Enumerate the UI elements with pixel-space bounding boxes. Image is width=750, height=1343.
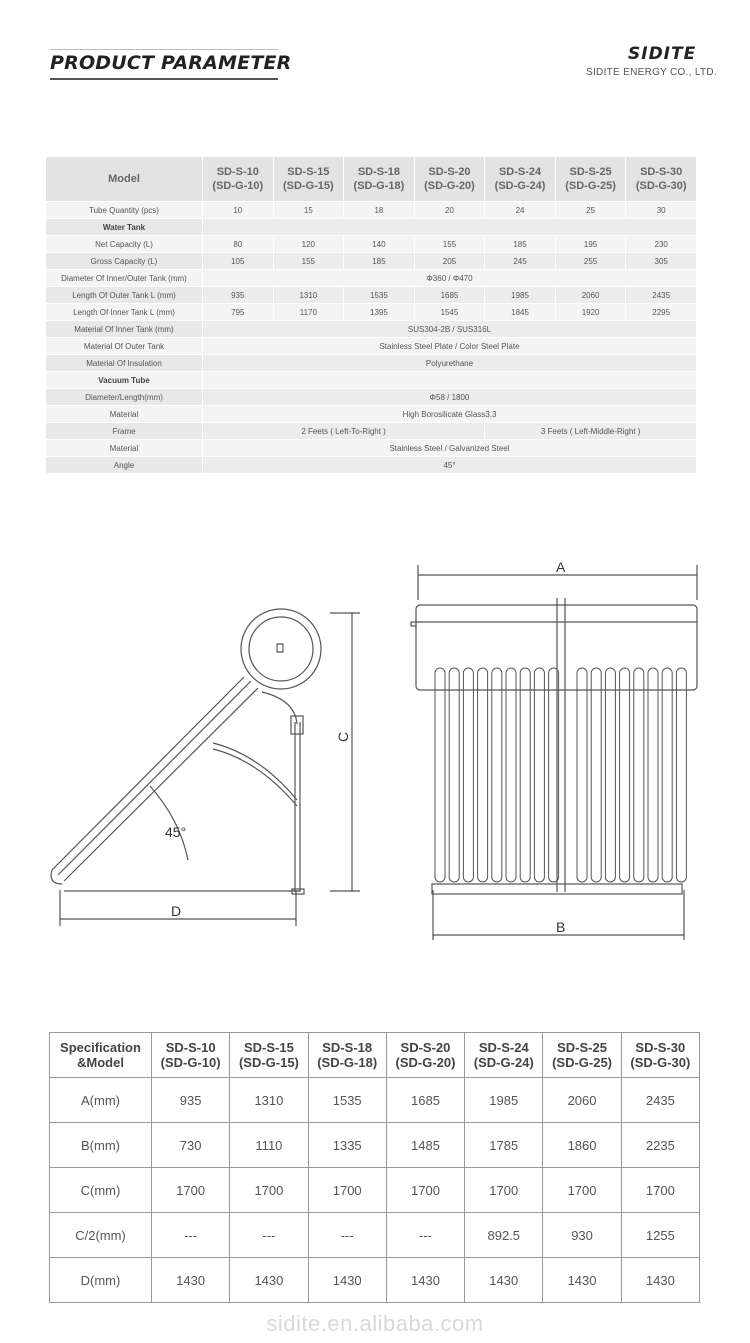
vacuum-tube — [577, 668, 587, 882]
leg-bracket — [291, 716, 303, 734]
spec-value-cell: 1700 — [230, 1168, 308, 1213]
spec-model-cell — [230, 1033, 308, 1078]
table-row — [46, 389, 697, 406]
rear-leg — [262, 692, 300, 892]
spec-row — [50, 1078, 700, 1123]
vacuum-tube — [463, 668, 473, 882]
spanning-value-cell: SUS304-2B / SUS316L — [203, 321, 697, 338]
spec-value-cell: 2060 — [543, 1078, 621, 1123]
value-cell: 935 — [203, 287, 274, 304]
row-label: Material — [46, 406, 203, 423]
value-cell: 1545 — [414, 304, 485, 321]
table-row — [46, 321, 697, 338]
spec-value-cell: 730 — [152, 1123, 230, 1168]
row-label: Tube Quantity (pcs) — [46, 202, 203, 219]
value-cell: 1535 — [344, 287, 415, 304]
spec-value-cell: 2235 — [621, 1123, 699, 1168]
spec-value-cell: --- — [386, 1213, 464, 1258]
model-line: (SD-G-25) — [565, 180, 616, 192]
row-label: Length Of Inner Tank L (mm) — [46, 304, 203, 321]
value-cell: 185 — [485, 236, 556, 253]
spec-model-cell — [621, 1033, 699, 1078]
model-line: SD-S-10 — [216, 166, 259, 178]
model-line: (SD-G-15) — [282, 180, 334, 192]
model-line: (SD-G-24) — [473, 1055, 534, 1070]
vacuum-tube — [662, 668, 672, 882]
row-label: Net Capacity (L) — [46, 236, 203, 253]
value-cell: 18 — [344, 202, 415, 219]
table-row — [46, 270, 697, 287]
vacuum-tube — [478, 668, 488, 882]
value-cell: 24 — [485, 202, 556, 219]
model-line: (SD-G-10) — [212, 180, 264, 192]
value-cell: 255 — [555, 253, 626, 270]
label-d: D — [171, 903, 182, 919]
model-line: &Model — [77, 1055, 124, 1070]
model-line: SD-S-24 — [478, 1040, 529, 1055]
spec-value-cell: 2435 — [621, 1078, 699, 1123]
value-cell: 105 — [203, 253, 274, 270]
table-row — [46, 406, 697, 423]
spec-model-cell — [386, 1033, 464, 1078]
value-cell: 1685 — [414, 287, 485, 304]
spanning-value-cell: Polyurethane — [203, 355, 697, 372]
model-line: SD-S-20 — [400, 1040, 451, 1055]
dimension-spec-table — [49, 1032, 700, 1303]
spec-value-cell: 1700 — [152, 1168, 230, 1213]
value-cell: 1920 — [555, 304, 626, 321]
label-c: C — [335, 731, 351, 742]
support-arc — [213, 749, 297, 806]
model-line: SD-S-24 — [498, 166, 542, 178]
tank-inner-circle — [249, 617, 313, 681]
vacuum-tube — [676, 668, 686, 882]
row-label: Material — [46, 440, 203, 457]
spec-value-cell: 1430 — [308, 1258, 386, 1303]
model-line: SD-S-30 — [635, 1040, 686, 1055]
model-line: Specification — [60, 1040, 141, 1055]
table-row — [46, 457, 697, 474]
vacuum-tube — [648, 668, 658, 882]
value-cell: 1310 — [273, 287, 344, 304]
spec-value-cell: 1700 — [465, 1168, 543, 1213]
spec-value-cell: 1985 — [465, 1078, 543, 1123]
spec-row — [50, 1258, 700, 1303]
value-cell: 1170 — [273, 304, 344, 321]
spec-value-cell: 1785 — [465, 1123, 543, 1168]
table-row — [46, 202, 697, 219]
section-spacer-cell — [203, 219, 697, 236]
section-spacer-cell — [203, 372, 697, 389]
spec-value-cell: 1685 — [386, 1078, 464, 1123]
spec-value-cell: 892.5 — [465, 1213, 543, 1258]
model-line: SD-S-25 — [569, 166, 612, 178]
row-label: Diameter/Length(mm) — [46, 389, 203, 406]
vacuum-tube-group — [435, 668, 686, 882]
spec-model-cell — [308, 1033, 386, 1078]
table-row — [46, 423, 697, 440]
value-cell: 30 — [626, 202, 697, 219]
row-label: Frame — [46, 423, 203, 440]
collector-tube-line — [52, 677, 244, 870]
value-cell: 795 — [203, 304, 274, 321]
collector-tube-line — [64, 688, 258, 881]
frame-value-cell: 2 Feets ( Left-To-Right ) — [203, 423, 485, 440]
spec-value-cell: 1860 — [543, 1123, 621, 1168]
model-line: SD-S-18 — [357, 166, 400, 178]
spec-value-cell: 1700 — [386, 1168, 464, 1213]
value-cell: 2435 — [626, 287, 697, 304]
brand-logo — [628, 44, 696, 64]
spec-value-cell: 1430 — [152, 1258, 230, 1303]
table-row — [46, 355, 697, 372]
spec-row — [50, 1213, 700, 1258]
spec-model-cell — [465, 1033, 543, 1078]
row-label: Length Of Outer Tank L (mm) — [46, 287, 203, 304]
value-cell: 2060 — [555, 287, 626, 304]
model-line: (SD-G-15) — [238, 1055, 299, 1070]
spec-value-cell: 1700 — [621, 1168, 699, 1213]
model-line: (SD-G-30) — [635, 180, 687, 192]
model-line: (SD-G-18) — [317, 1055, 378, 1070]
inlet-port — [411, 622, 416, 626]
spec-value-cell: 935 — [152, 1078, 230, 1123]
spec-row-label: D(mm) — [50, 1258, 152, 1303]
value-cell: 1985 — [485, 287, 556, 304]
value-cell: 185 — [344, 253, 415, 270]
vacuum-tube — [435, 668, 445, 882]
spec-row-label: A(mm) — [50, 1078, 152, 1123]
value-cell: 80 — [203, 236, 274, 253]
row-label: Water Tank — [46, 219, 203, 236]
table-row — [46, 304, 697, 321]
vacuum-tube — [492, 668, 502, 882]
spec-row-label: C/2(mm) — [50, 1213, 152, 1258]
row-label: Material Of Outer Tank — [46, 338, 203, 355]
vacuum-tube — [591, 668, 601, 882]
model-line: SD-S-20 — [428, 166, 471, 178]
spec-value-cell: 1700 — [543, 1168, 621, 1213]
header-top-rule — [50, 49, 278, 50]
spec-value-cell: 1535 — [308, 1078, 386, 1123]
spanning-value-cell: Φ360 / Φ470 — [203, 270, 697, 287]
vacuum-tube — [605, 668, 615, 882]
value-cell: 205 — [414, 253, 485, 270]
row-label: Diameter Of Inner/Outer Tank (mm) — [46, 270, 203, 287]
model-line: (SD-G-20) — [395, 1055, 456, 1070]
company-name: SIDITE ENERGY CO., LTD. — [586, 67, 717, 78]
model-line: (SD-G-24) — [494, 180, 546, 192]
angle-label: 45° — [165, 824, 187, 840]
value-cell: 1845 — [485, 304, 556, 321]
spec-value-cell: 1430 — [230, 1258, 308, 1303]
spec-model-cell — [543, 1033, 621, 1078]
spec-value-cell: --- — [152, 1213, 230, 1258]
spanning-value-cell: High Borosilicate Glass3.3 — [203, 406, 697, 423]
spec-row — [50, 1123, 700, 1168]
row-label: Gross Capacity (L) — [46, 253, 203, 270]
row-label: Angle — [46, 457, 203, 474]
model-line: (SD-G-18) — [353, 180, 405, 192]
label-a: A — [556, 559, 566, 575]
value-cell: 25 — [555, 202, 626, 219]
table-row — [46, 287, 697, 304]
vacuum-tube — [506, 668, 516, 882]
value-cell: 230 — [626, 236, 697, 253]
value-cell: 20 — [414, 202, 485, 219]
tank-outer-circle — [241, 609, 321, 689]
front-view — [411, 565, 697, 940]
side-view — [51, 609, 360, 926]
spec-header-cell — [50, 1033, 152, 1078]
value-cell: 245 — [485, 253, 556, 270]
table-header-row — [46, 157, 697, 202]
frame-value-cell: 3 Feets ( Left-Middle-Right ) — [485, 423, 697, 440]
header-cell: Model — [46, 157, 203, 202]
model-line: (SD-G-20) — [424, 180, 475, 192]
collector-diagram — [0, 540, 750, 960]
table-row — [46, 372, 697, 389]
spec-value-cell: 1110 — [230, 1123, 308, 1168]
spanning-value-cell: Φ58 / 1800 — [203, 389, 697, 406]
spec-value-cell: 1700 — [308, 1168, 386, 1213]
model-header-cell — [344, 157, 415, 202]
table-row — [46, 338, 697, 355]
table-row — [46, 440, 697, 457]
model-line: SD-S-18 — [322, 1040, 373, 1055]
spec-value-cell: 1430 — [543, 1258, 621, 1303]
model-header-cell — [626, 157, 697, 202]
value-cell: 15 — [273, 202, 344, 219]
model-line: SD-S-30 — [640, 166, 683, 178]
value-cell: 1395 — [344, 304, 415, 321]
model-line: (SD-G-10) — [160, 1055, 221, 1070]
spec-row — [50, 1168, 700, 1213]
angle-arc — [150, 786, 188, 860]
vacuum-tube — [634, 668, 644, 882]
table-row — [46, 236, 697, 253]
value-cell: 10 — [203, 202, 274, 219]
spec-value-cell: 1255 — [621, 1213, 699, 1258]
value-cell: 120 — [273, 236, 344, 253]
spanning-value-cell: Stainless Steel / Galvanized Steel — [203, 440, 697, 457]
model-line: SD-S-15 — [243, 1040, 294, 1055]
value-cell: 155 — [414, 236, 485, 253]
model-header-cell — [485, 157, 556, 202]
product-parameter-table — [45, 156, 697, 474]
value-cell: 305 — [626, 253, 697, 270]
row-label: Vacuum Tube — [46, 372, 203, 389]
table-row — [46, 219, 697, 236]
model-header-cell — [273, 157, 344, 202]
model-header-cell — [555, 157, 626, 202]
row-label: Material Of Insulation — [46, 355, 203, 372]
spec-value-cell: 1430 — [621, 1258, 699, 1303]
value-cell: 140 — [344, 236, 415, 253]
spec-model-cell — [152, 1033, 230, 1078]
spec-value-cell: 1430 — [465, 1258, 543, 1303]
spec-value-cell: 930 — [543, 1213, 621, 1258]
spec-row-label: B(mm) — [50, 1123, 152, 1168]
spec-value-cell: 1430 — [386, 1258, 464, 1303]
value-cell: 155 — [273, 253, 344, 270]
spec-value-cell: 1335 — [308, 1123, 386, 1168]
header-underline — [50, 78, 278, 80]
spec-value-cell: 1310 — [230, 1078, 308, 1123]
vacuum-tube — [449, 668, 459, 882]
value-cell: 195 — [555, 236, 626, 253]
tank-port — [277, 644, 283, 652]
vacuum-tube — [620, 668, 630, 882]
spec-row-label: C(mm) — [50, 1168, 152, 1213]
spec-value-cell: 1485 — [386, 1123, 464, 1168]
watermark: sidite.en.alibaba.com — [266, 1311, 484, 1336]
spanning-value-cell: Stainless Steel Plate / Color Steel Plate — [203, 338, 697, 355]
page-title: PRODUCT PARAMETER — [50, 52, 292, 74]
spec-header-row — [50, 1033, 700, 1078]
model-header-cell — [203, 157, 274, 202]
spec-value-cell: --- — [230, 1213, 308, 1258]
value-cell: 2295 — [626, 304, 697, 321]
model-line: SD-S-10 — [165, 1040, 216, 1055]
model-line: SD-S-15 — [287, 166, 330, 178]
spec-value-cell: --- — [308, 1213, 386, 1258]
vacuum-tube — [520, 668, 530, 882]
spanning-value-cell: 45° — [203, 457, 697, 474]
vacuum-tube — [534, 668, 544, 882]
model-line: (SD-G-25) — [552, 1055, 613, 1070]
label-b: B — [556, 919, 566, 935]
model-line: (SD-G-30) — [630, 1055, 691, 1070]
row-label: Material Of Inner Tank (mm) — [46, 321, 203, 338]
collector-tube-line — [58, 681, 251, 875]
model-line: SD-S-25 — [557, 1040, 607, 1055]
table-row — [46, 253, 697, 270]
logo-text: SIDITE — [628, 44, 697, 64]
model-header-cell — [414, 157, 485, 202]
